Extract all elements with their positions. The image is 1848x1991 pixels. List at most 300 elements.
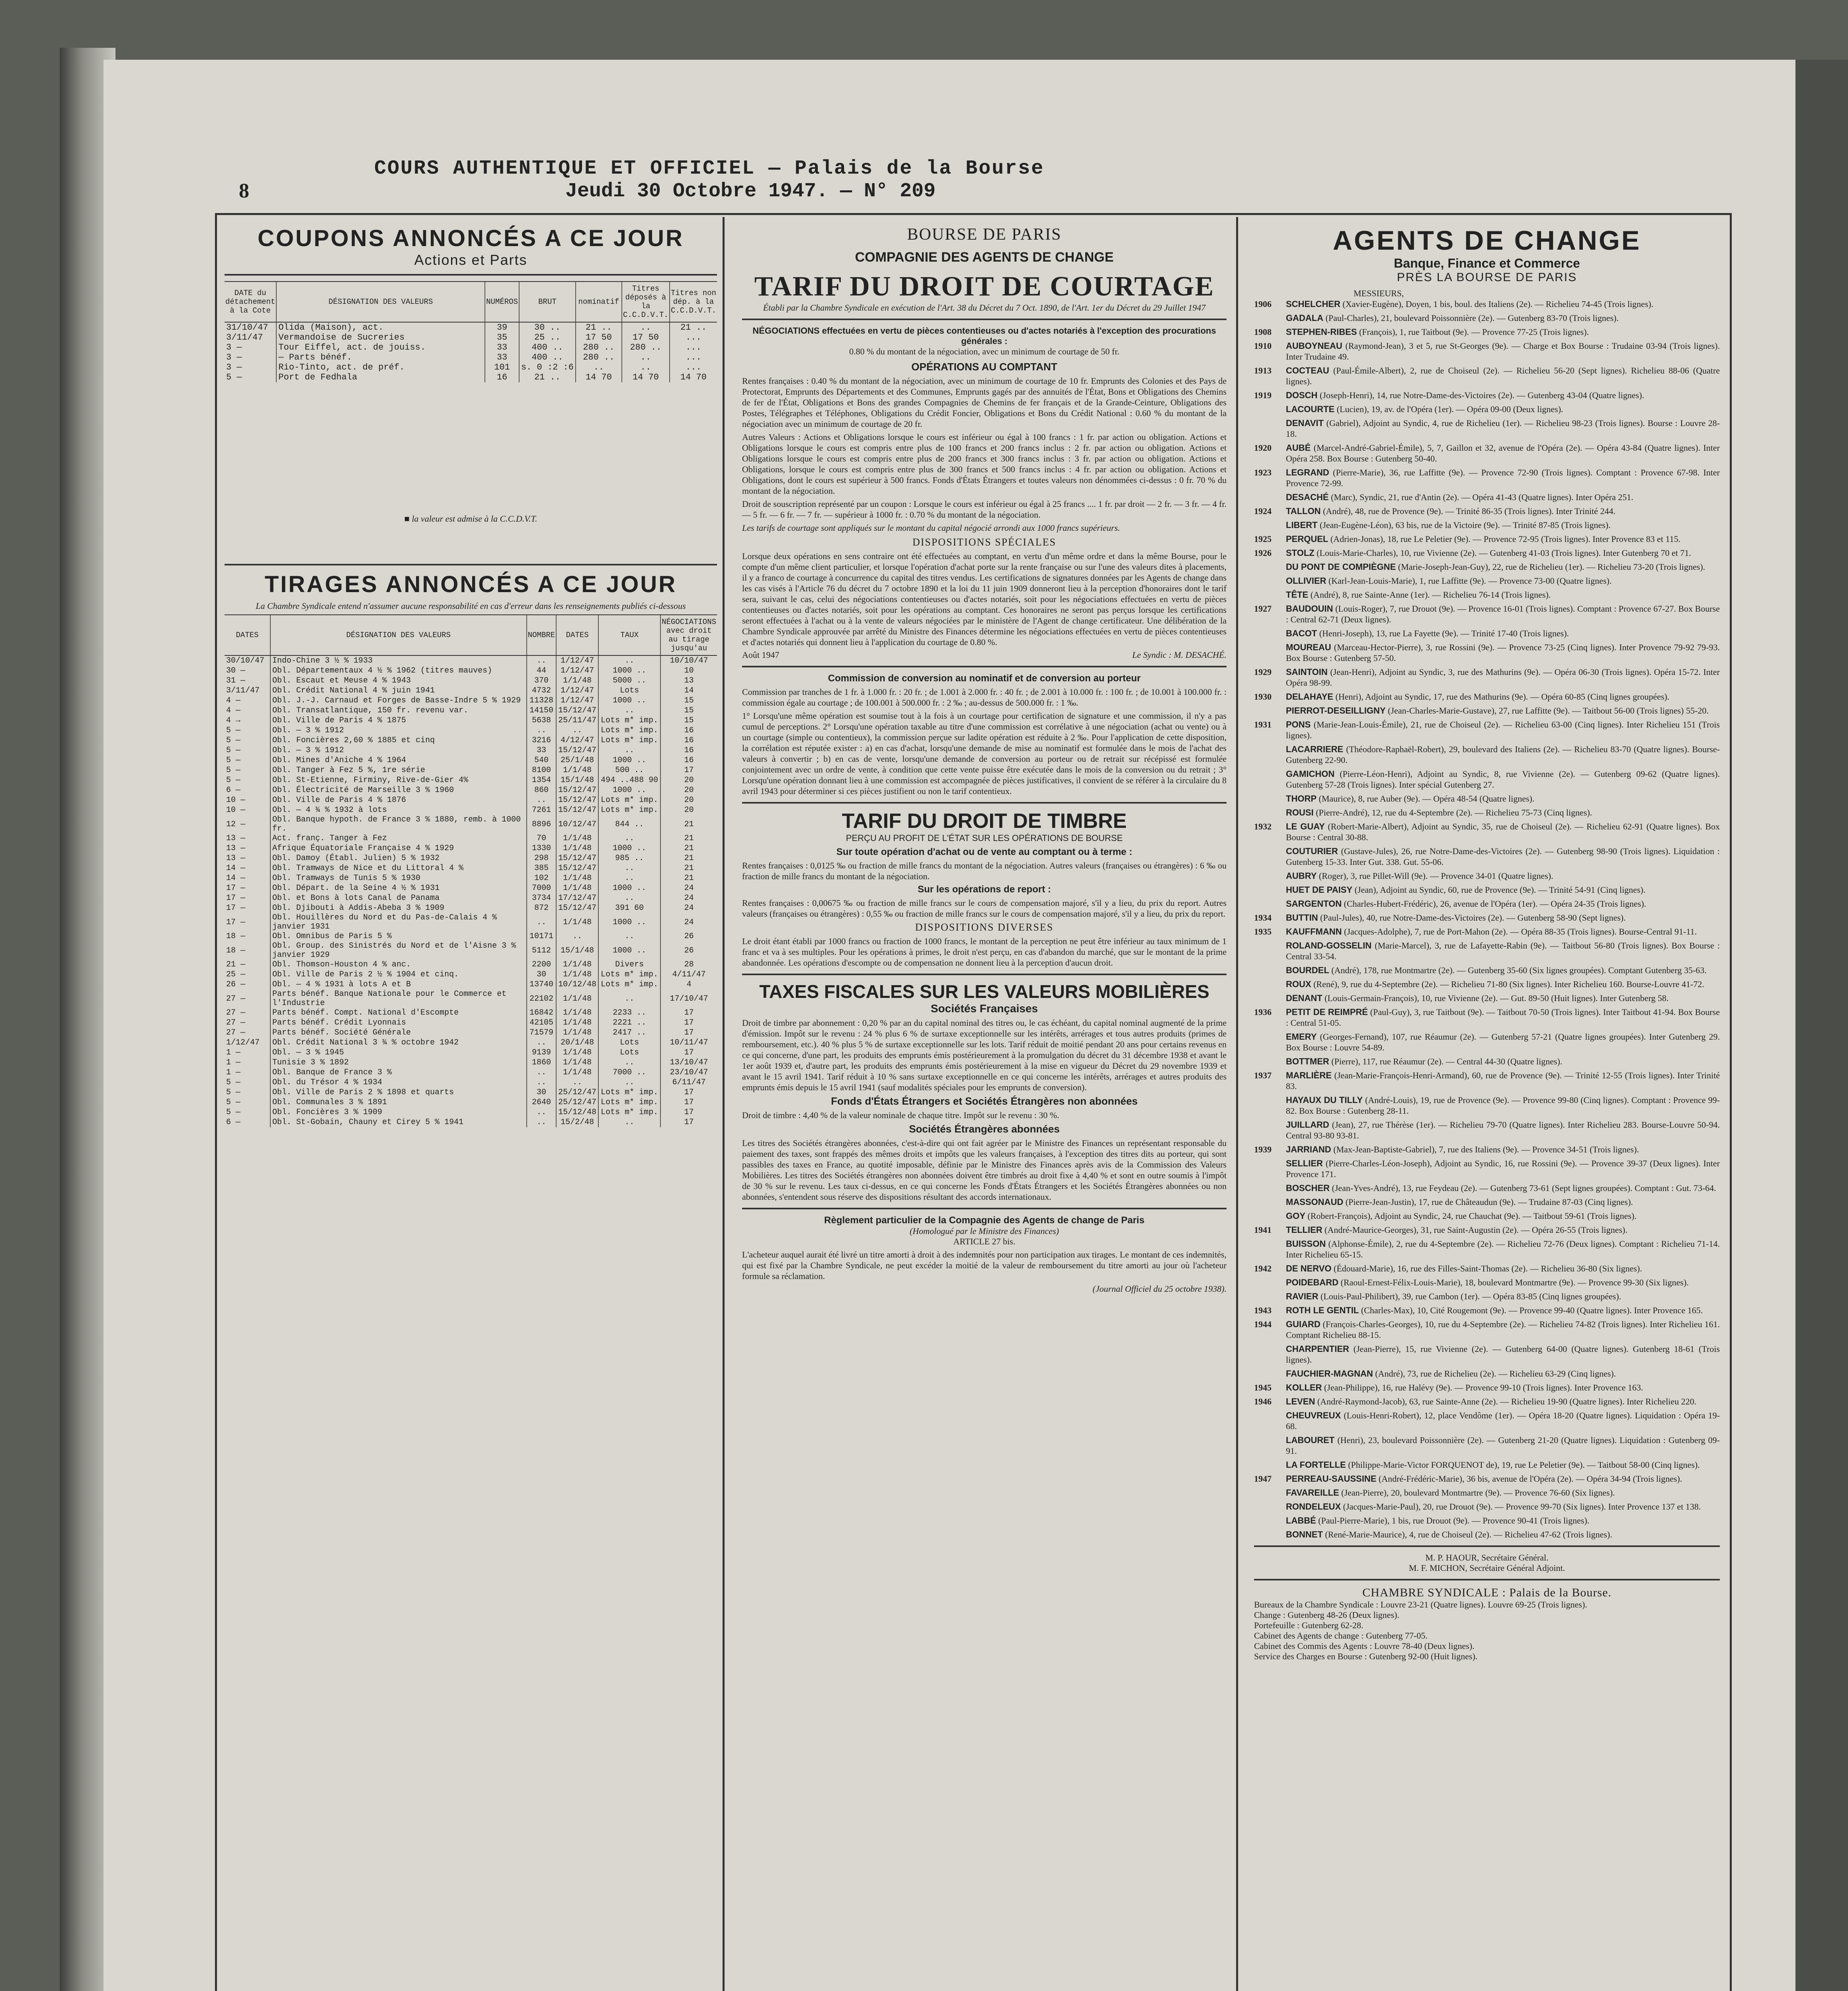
table-row: [225, 843, 717, 853]
table-cell: 17: [660, 1028, 717, 1038]
agent-name: RONDELEUX: [1286, 1502, 1341, 1512]
ops-title: OPÉRATIONS AU COMPTANT: [911, 361, 1057, 373]
agent-name: CHARPENTIER: [1286, 1344, 1349, 1354]
agent-year: 1944: [1254, 1319, 1272, 1329]
table-cell: ..: [527, 795, 556, 805]
agent-year: [1254, 1183, 1286, 1193]
list-item: [1254, 912, 1720, 923]
table-cell: Parts bénéf. Crédit Lyonnais: [270, 1018, 527, 1028]
agent-details: (Philippe-Marie-Victor FORQUENOT de), 19, rue Le Peletier (9e). — Taitbout 58-00 (Cinq lignes).: [1348, 1460, 1700, 1470]
table-cell: ..: [527, 1117, 556, 1127]
agent-name: SARGENTON: [1286, 899, 1342, 909]
table-cell: 27 —: [226, 994, 246, 1003]
coupons-table: [225, 281, 717, 382]
agents-title: AGENTS DE CHANGE: [1332, 225, 1641, 256]
table-cell: Obl. Tramways de Nice et du Littoral 4 %: [270, 863, 527, 873]
table-cell: Obl. Omnibus de Paris 5 %: [270, 931, 527, 941]
table-cell: 16: [660, 735, 717, 745]
table-cell: 102: [527, 873, 556, 883]
table-cell: Obl. Départementaux 4 ½ % 1962 (titres mauves): [270, 666, 527, 676]
table-row: [225, 1038, 717, 1048]
agent-year: 1929: [1254, 667, 1272, 677]
chambre-line: Cabinet des Agents de change : Gutenberg 77-05.: [1254, 1631, 1428, 1641]
agent-year: 1943: [1254, 1305, 1272, 1315]
list-item: [1254, 1529, 1720, 1540]
agent-name: TÊTE: [1286, 590, 1309, 600]
table-row: [225, 745, 717, 755]
agent-year: [1254, 642, 1286, 663]
agent-details: (Max-Jean-Baptiste-Gabriel), 7, rue des Italiens (9e). — Provence 34-51 (Trois lignes).: [1333, 1144, 1639, 1154]
list-item: [1254, 965, 1720, 976]
table-cell: 1000 ..: [598, 666, 660, 676]
agent-details: (Raymond-Jean), 3 et 5, rue St-Georges (9e). — Charge et Box Bourse : Trudaine 03-94 (Trois lignes). Inter Trudaine 49.: [1286, 341, 1720, 362]
agent-year: [1254, 1501, 1286, 1512]
table-cell: 14 70: [576, 372, 622, 382]
table-cell: 400 ..: [519, 352, 576, 362]
secretaire-adjoint: M. F. MICHON, Secrétaire Général Adjoint.: [1408, 1563, 1565, 1573]
table-cell: 1330: [527, 843, 556, 853]
col-non-deposes: Titres non dép. à la C.C.D.V.T.: [670, 282, 717, 322]
table-cell: Obl. Foncières 3 % 1909: [270, 1107, 527, 1117]
agent-year: 1936: [1254, 1007, 1272, 1017]
agent-name: BOSCHER: [1286, 1183, 1330, 1193]
table-cell: 25/12/47: [556, 1087, 598, 1097]
agent-name: BONNET: [1286, 1529, 1323, 1539]
timbre-text2: Rentes françaises : 0,00675 ‰ ou fraction de mille francs sur le cours de compensation majoré, s'il y a lieu, du prix du report. Autres valeurs (françaises ou étrangères) : 0,55 ‰ ou fraction de mille francs sur le cours de compensation majoré, s'il y a lieu, du prix du report.: [742, 898, 1227, 919]
abonnees-title: Sociétés Étrangères abonnées: [909, 1123, 1060, 1135]
agent-name: TELLIER: [1286, 1225, 1323, 1235]
table-cell: 17 50: [576, 332, 622, 342]
table-cell: 26: [660, 931, 717, 941]
list-item: [1254, 884, 1720, 895]
agent-name: ROUX: [1286, 979, 1311, 989]
table-cell: Obl. Tramways de Tunis 5 % 1930: [270, 873, 527, 883]
col-designation: DÉSIGNATION DES VALEURS: [270, 615, 527, 655]
table-cell: 25 ..: [519, 332, 576, 342]
agent-name: OLLIVIER: [1286, 576, 1326, 586]
table-cell: 1/12/47: [556, 696, 598, 706]
table-cell: 3 —: [226, 342, 242, 352]
table-cell: 9139: [527, 1048, 556, 1058]
list-item: [1254, 705, 1720, 716]
table-cell: 1/1/48: [556, 1048, 598, 1058]
table-row: [225, 706, 717, 716]
table-cell: 1000 ..: [598, 883, 660, 893]
table-cell: ..: [527, 726, 556, 735]
agent-details: (Adrien-Jonas), 18, rue Le Peletier (9e). — Provence 72-95 (Trois lignes). Inter Provence 83 et 115.: [1330, 534, 1681, 544]
table-cell: 1/1/48: [556, 1058, 598, 1068]
list-item: [1254, 299, 1720, 309]
list-item: [1254, 667, 1720, 688]
table-cell: 42105: [527, 1018, 556, 1028]
table-cell: Obl. Tanger à Fez 5 %, 1re série: [270, 765, 527, 775]
table-row: [225, 322, 717, 332]
table-cell: 1000 ..: [598, 843, 660, 853]
table-cell: ..: [527, 1107, 556, 1117]
table-cell: ...: [670, 332, 717, 342]
table-row: [225, 332, 717, 342]
agent-details: (Jacques-Adolphe), 7, rue de Port-Mahon (2e). — Opéra 88-35 (Trois lignes). Bourse-Central 91-11.: [1344, 927, 1697, 937]
taxes-francaises: Sociétés Françaises: [930, 1002, 1038, 1015]
table-cell: Afrique Équatoriale Française 4 % 1929: [270, 843, 527, 853]
table-cell: ..: [556, 931, 598, 941]
table-cell: 1/1/48: [556, 1008, 598, 1018]
agent-year: [1254, 1368, 1286, 1379]
table-cell: Obl. Ville de Paris 2 % 1898 et quarts: [270, 1087, 527, 1097]
table-row: [225, 1018, 717, 1028]
table-cell: 7261: [527, 805, 556, 815]
list-item: [1254, 442, 1720, 464]
table-cell: 16: [660, 755, 717, 765]
abonnees-text: Les titres des Sociétés étrangères abonnées, c'est-à-dire qui ont fait agréer par le Ministre des Finances un représentant responsable du paiement des taxes, sont frappés des mêmes droits et impôts que les valeurs françaises, à l'exception des titres dits au porteur, qui sont passibles des taxes en France, au quotité imposable, définie par le Ministre des Finances après avis de la Commission des Valeurs Mobilières. Les titres des Sociétés étrangères non abonnées doivent être timbrés au droit fixe à 4,40 % et sont en outre soumis à l'impôt de 30 % sur le revenu. Les taux ci-dessus, en ce qui concerne les Fonds d'États Étrangers et les Sociétés Étrangères abonnées ou non abonnées, s'entendent sous réserve des dispositions résultant des accords internationaux.: [742, 1138, 1227, 1202]
agent-year: [1254, 1487, 1286, 1498]
agent-details: (Marc), Syndic, 21, rue d'Antin (2e). — Opéra 41-43 (Quatre lignes). Inter Opéra 251.: [1331, 492, 1633, 502]
table-cell: ..: [598, 833, 660, 843]
list-item: [1254, 1224, 1720, 1235]
table-cell: Obl. — 4 % 1931 à lots A et B: [270, 980, 527, 990]
agent-name: DENAVIT: [1286, 418, 1324, 428]
courtage-establish: Établi par la Chambre Syndicale en exécution de l'Art. 38 du Décret du 7 Oct. 1890, de l'Art. 1er du Décret du 29 Juillet 1947: [763, 303, 1206, 313]
table-cell: ..: [622, 352, 670, 362]
etrangers-title: Fonds d'États Étrangers et Sociétés Étrangères non abonnées: [831, 1095, 1138, 1107]
table-cell: 30: [527, 1087, 556, 1097]
agent-details: (Lucien), 19, av. de l'Opéra (1er). — Opéra 09-00 (Deux lignes).: [1336, 404, 1563, 414]
table-cell: 3/11/47: [226, 332, 263, 342]
agent-year: 1908: [1254, 327, 1272, 337]
list-item: [1254, 404, 1720, 415]
table-cell: 14150: [527, 706, 556, 716]
table-cell: Parts bénéf. Compt. National d'Escompte: [270, 1008, 527, 1018]
agent-name: SELLIER: [1286, 1158, 1323, 1168]
table-row: [225, 342, 717, 352]
table-cell: 25 —: [226, 970, 246, 979]
agent-details: (Gabriel), Adjoint au Syndic, 4, rue de Richelieu (1er). — Richelieu 98-23 (Trois lignes). Bourse : Louvre 28-18.: [1286, 418, 1720, 439]
table-row: [225, 980, 717, 990]
agent-year: [1254, 1031, 1286, 1053]
table-cell: Vermandoise de Sucreries: [276, 332, 485, 342]
table-row: [225, 931, 717, 941]
agent-details: (Jean-Philippe), 16, rue Halévy (9e). — Provence 99-10 (Trois lignes). Inter Provence 163.: [1324, 1383, 1643, 1393]
agents-subtitle2: PRÈS LA BOURSE DE PARIS: [1397, 271, 1577, 284]
agent-year: [1254, 807, 1286, 818]
agent-details: (René), 9, rue du 4-Septembre (2e). — Richelieu 71-80 (Six lignes). Inter Richelieu 160. Bourse-Louvre 41-72.: [1313, 979, 1704, 989]
table-cell: Indo-Chine 3 ½ % 1933: [270, 655, 527, 666]
table-cell: — Parts bénéf.: [276, 352, 485, 362]
table-cell: 5 —: [226, 726, 241, 735]
agent-year: [1254, 1344, 1286, 1365]
table-row: [225, 352, 717, 362]
agent-year: 1946: [1254, 1396, 1272, 1406]
table-row: [225, 696, 717, 706]
table-cell: Lots m* imp.: [598, 795, 660, 805]
table-cell: 17: [660, 1097, 717, 1107]
agent-details: (Roger), 3, rue Pillet-Will (9e). — Provence 34-01 (Quatre lignes).: [1319, 871, 1553, 881]
table-cell: 1 —: [226, 1058, 241, 1067]
table-cell: 10/12/47: [556, 815, 598, 833]
table-cell: 4 —: [226, 706, 241, 715]
list-item: [1254, 979, 1720, 990]
table-cell: ..: [598, 863, 660, 873]
list-item: [1254, 1396, 1720, 1407]
chambre-title: CHAMBRE SYNDICALE : Palais de la Bourse.: [1362, 1586, 1612, 1599]
table-row: [225, 1117, 717, 1127]
table-cell: 1/1/48: [556, 873, 598, 883]
list-item: [1254, 1319, 1720, 1340]
list-item: [1254, 1473, 1720, 1484]
agent-name: ROUSI: [1286, 808, 1314, 818]
table-cell: Obl. — 3 % 1912: [270, 726, 527, 735]
table-cell: Port de Fedhala: [276, 372, 485, 382]
table-cell: 1/12/47: [226, 1038, 260, 1047]
agent-name: LACARRIERE: [1286, 744, 1344, 754]
table-cell: 494 ..488 90: [598, 775, 660, 785]
table-cell: Lots m* imp.: [598, 716, 660, 726]
reglement-article: ARTICLE 27 bis.: [953, 1236, 1016, 1246]
agent-details: (Pierre), 117, rue Réaumur (2e). — Central 44-30 (Quatre lignes).: [1331, 1056, 1563, 1066]
tarif-date: Août 1947: [742, 650, 779, 660]
table-cell: 17: [660, 765, 717, 775]
agent-details: (Henri), Adjoint au Syndic, 17, rue des Mathurins (9e). — Opéra 60-85 (Cinq lignes groupées).: [1335, 692, 1670, 702]
list-item: [1254, 534, 1720, 544]
agent-details: (Pierre-Jean-Justin), 17, rue de Châteaudun (9e). — Trudaine 87-03 (Cinq lignes).: [1345, 1197, 1633, 1207]
table-cell: 27 —: [226, 1028, 246, 1037]
table-cell: 1/1/48: [556, 913, 598, 931]
agent-details: (François-Charles-Georges), 10, rue du 4-Septembre (2e). — Richelieu 74-82 (Trois lignes). Inter Richelieu 161. Comptant Richelieu 88-15.: [1286, 1319, 1720, 1340]
table-cell: 15/2/48: [556, 1117, 598, 1127]
agent-details: (Pierre-André), 12, rue du 4-Septembre (2e). — Richelieu 75-73 (Cinq lignes).: [1316, 808, 1592, 818]
table-cell: 17: [660, 1107, 717, 1117]
table-cell: Olida (Maison), act.: [276, 322, 485, 332]
chambre-line: Change : Gutenberg 48-26 (Deux lignes).: [1254, 1610, 1399, 1620]
table-cell: 1/1/48: [556, 990, 598, 1008]
table-cell: 30: [527, 970, 556, 980]
table-row: [225, 676, 717, 686]
table-cell: 14 —: [226, 874, 246, 883]
table-cell: 4 →: [226, 716, 241, 725]
list-item: [1254, 846, 1720, 867]
agent-name: BOTTMER: [1286, 1056, 1329, 1066]
coupons-note: ■ la valeur est admise à la C.C.D.V.T.: [404, 514, 537, 524]
agent-name: MOUREAU: [1286, 642, 1331, 652]
table-cell: 1/1/48: [556, 883, 598, 893]
chambre-line: Bureaux de la Chambre Syndicale : Louvre 23-21 (Quatre lignes). Louvre 69-25 (Trois lignes).: [1254, 1600, 1587, 1610]
agent-details: (Théodore-Raphaël-Robert), 29, boulevard des Italiens (2e). — Richelieu 83-70 (Quatre lignes). Bourse-Gutenberg 22-90.: [1286, 744, 1720, 765]
agent-name: PIERROT-DESEILLIGNY: [1286, 706, 1386, 716]
list-item: [1254, 492, 1720, 503]
table-cell: 1/1/48: [556, 676, 598, 686]
agent-year: [1254, 793, 1286, 804]
table-cell: Act. franç. Tanger à Fez: [270, 833, 527, 843]
table-cell: 1/1/48: [556, 1018, 598, 1028]
bourse-title: BOURSE DE PARIS: [907, 225, 1062, 244]
table-cell: ..: [598, 706, 660, 716]
table-cell: Obl. Ville de Paris 2 ½ % 1904 et cinq.: [270, 970, 527, 980]
timbre-line1: Sur toute opération d'achat ou de vente au comptant ou à terme :: [836, 847, 1133, 857]
table-cell: 5 —: [226, 736, 241, 745]
table-cell: 27 —: [226, 1008, 246, 1017]
list-item: [1254, 807, 1720, 818]
table-cell: ..: [527, 1078, 556, 1087]
tirages-table: [225, 614, 717, 1127]
table-cell: Tunisie 3 % 1892: [270, 1058, 527, 1068]
agent-name: BUTTIN: [1286, 913, 1318, 923]
agent-name: LABBÉ: [1286, 1516, 1316, 1526]
taxes-title: TAXES FISCALES SUR LES VALEURS MOBILIÈRES: [759, 981, 1209, 1002]
table-row: [225, 1028, 717, 1038]
agent-details: (Pierre-Marie), 36, rue Laffitte (9e). — Provence 72-90 (Trois lignes). Comptant : Provence 67-98. Inter Provence 72-99.: [1286, 467, 1720, 488]
table-cell: 385: [527, 863, 556, 873]
table-cell: 24: [660, 903, 717, 913]
list-item: [1254, 390, 1720, 401]
agent-details: (André), 178, rue Montmartre (2e). — Gutenberg 35-60 (Six lignes groupées). Comptant Gutenberg 35-63.: [1331, 965, 1707, 975]
table-cell: Obl. St-Etienne, Firminy, Rive-de-Gier 4%: [270, 775, 527, 785]
table-cell: 20: [660, 795, 717, 805]
table-cell: 17: [660, 1008, 717, 1018]
list-item: [1254, 821, 1720, 843]
table-cell: 14 70: [622, 372, 670, 382]
table-cell: 1/1/48: [556, 1028, 598, 1038]
agent-name: DOSCH: [1286, 390, 1318, 400]
agent-details: (René-Marie-Maurice), 4, rue de Choiseul (2e). — Richelieu 47-62 (Trois lignes).: [1325, 1529, 1612, 1539]
agent-details: (Robert-François), Adjoint au Syndic, 24, rue Chauchat (9e). — Taitbout 59-61 (Trois lignes).: [1307, 1211, 1637, 1221]
agent-year: 1926: [1254, 548, 1272, 558]
chambre-line: Portefeuille : Gutenberg 62-28.: [1254, 1620, 1364, 1630]
list-item: [1254, 575, 1720, 586]
table-cell: ..: [598, 655, 660, 666]
table-cell: 13740: [527, 980, 556, 990]
table-row: [225, 990, 717, 1008]
table-cell: 7000 ..: [598, 1068, 660, 1078]
table-cell: 10: [660, 666, 717, 676]
table-cell: Obl. Transatlantique, 150 fr. revenu var.: [270, 706, 527, 716]
table-cell: Lots m* imp.: [598, 980, 660, 990]
table-cell: 1/12/47: [556, 686, 598, 696]
table-cell: Divers: [598, 960, 660, 970]
timbre-subtitle: PERÇU AU PROFIT DE L'ÉTAT SUR LES OPÉRATIONS DE BOURSE: [846, 833, 1123, 843]
table-cell: 1000 ..: [598, 696, 660, 706]
tirages-subtitle: La Chambre Syndicale entend n'assumer aucune responsabilité en cas d'erreur dans les renseignements publiés ci-dessous: [256, 601, 686, 611]
table-cell: ..: [576, 362, 622, 372]
table-cell: 5 —: [226, 1098, 241, 1107]
table-row: [225, 686, 717, 696]
table-cell: ..: [527, 1038, 556, 1048]
list-item: [1254, 1183, 1720, 1193]
table-cell: 21 ..: [519, 372, 576, 382]
commission-text2: 1° Lorsqu'une même opération est soumise tout à la fois à un courtage pour certification de signature et une commission, il n'y a pas cumul de perceptions. 2° Lorsqu'une opération taxable au titre d'une commission est corrélative à une négociation (achat ou vente) ou à un courtage (simple ou contentieux), la commission perçue sur ladite opération est réduite à 2 ‰. Pour l'application de cette disposition, la corrélation est réputée exister : a) en cas d'achat, lorsqu'une demande de mise au nominatif est formulée dans le mois de l'achat des valeurs à convertir ; b) en cas de vente, lorsqu'une demande de conversion au porteur ou de retrait sur récépissé est formulée conjointement avec un ordre de vente, à condition que cette vente puisse être exécutée dans le mois de la conversion ou du retrait ; 3° Lorsqu'une opération donnant lieu à une commission est accompagnée de pièces justificatives, il convient de se référer à la circulaire du 8 avril 1943 pour déterminer si ces pièces justifient ou non le tarif contentieux.: [742, 711, 1227, 796]
col-brut: BRUT: [519, 282, 576, 322]
table-cell: 8896: [527, 815, 556, 833]
table-cell: 280 ..: [576, 352, 622, 362]
list-item: [1254, 418, 1720, 439]
agent-year: [1254, 940, 1286, 962]
table-cell: 1000 ..: [598, 755, 660, 765]
agent-year: [1254, 965, 1286, 976]
table-cell: 1000 ..: [598, 941, 660, 960]
agent-year: 1934: [1254, 913, 1272, 923]
agent-year: 1942: [1254, 1263, 1272, 1273]
col-taux: TAUX: [598, 615, 660, 655]
table-cell: Obl. du Trésor 4 % 1934: [270, 1078, 527, 1087]
table-cell: Lots m* imp.: [598, 1097, 660, 1107]
agent-year: [1254, 846, 1286, 867]
agent-name: JARRIAND: [1286, 1144, 1331, 1154]
agent-year: [1254, 979, 1286, 990]
table-cell: 10/10/47: [660, 655, 717, 666]
table-row: [225, 873, 717, 883]
table-cell: 2233 ..: [598, 1008, 660, 1018]
column-coupons-tirages: [219, 217, 725, 1991]
agent-year: [1254, 418, 1286, 439]
table-cell: 5 —: [226, 756, 241, 765]
table-cell: 5000 ..: [598, 676, 660, 686]
table-cell: 1/1/48: [556, 1068, 598, 1078]
agent-details: (Jean-Charles-Marie-Gustave), 27, rue Laffitte (9e). — Taitbout 56-00 (Trois lignes) 55-20.: [1388, 706, 1709, 716]
table-cell: 8100: [527, 765, 556, 775]
secretaire-general: M. P. HAOUR, Secrétaire Général.: [1425, 1553, 1549, 1563]
table-cell: 5 —: [226, 372, 242, 382]
agent-details: (Jean-Pierre), 15, rue Vivienne (2e). — Gutenberg 64-00 (Quatre lignes). Gutenberg 18-61 (Trois lignes).: [1286, 1344, 1720, 1365]
table-cell: 15: [660, 706, 717, 716]
agents-messieurs: MESSIEURS,: [1354, 288, 1404, 298]
table-cell: ...: [670, 362, 717, 372]
agent-details: (Raoul-Ernest-Félix-Louis-Marie), 18, boulevard Montmartre (9e). — Provence 99-30 (Six lignes).: [1340, 1277, 1689, 1287]
table-cell: 33: [527, 745, 556, 755]
agent-name: KOLLER: [1286, 1383, 1322, 1393]
list-item: [1254, 520, 1720, 530]
agent-name: GUIARD: [1286, 1319, 1321, 1329]
table-cell: 5 —: [226, 1088, 241, 1097]
table-cell: 17 —: [226, 894, 246, 903]
agent-year: [1254, 404, 1286, 415]
agent-details: (Édouard-Marie), 16, rue des Filles-Saint-Thomas (2e). — Richelieu 36-80 (Six lignes).: [1334, 1263, 1642, 1273]
list-item: [1254, 1410, 1720, 1432]
list-item: [1254, 1158, 1720, 1179]
agent-name: JUILLARD: [1286, 1120, 1329, 1130]
table-cell: 5 —: [226, 766, 241, 775]
agent-details: (Louis-Roger), 7, rue Drouot (9e). — Provence 16-01 (Trois lignes). Comptant : Provence 67-27. Box Bourse : Central 62-71 (Deux lignes).: [1286, 604, 1720, 624]
table-cell: 10 —: [226, 806, 246, 815]
header-date: Jeudi 30 Octobre 1947. — N° 209: [565, 180, 936, 203]
agent-details: (Robert-Marie-Albert), Adjoint au Syndic, 35, rue de Choiseul (2e). — Richelieu 62-91 (Quatre lignes). Box Bourse : Central 30-88.: [1286, 821, 1720, 842]
table-cell: 22102: [527, 990, 556, 1008]
list-item: [1254, 327, 1720, 337]
agent-details: (François), 1, rue Taitbout (9e). — Provence 77-25 (Trois lignes).: [1359, 327, 1589, 337]
table-cell: Obl. Escaut et Meuse 4 % 1943: [270, 676, 527, 686]
table-cell: ..: [598, 893, 660, 903]
list-item: [1254, 1031, 1720, 1053]
table-row: [225, 362, 717, 372]
table-cell: 3 —: [226, 352, 242, 362]
table-cell: 3 —: [226, 362, 242, 372]
souscription-text: Droit de souscription représenté par un coupon : Lorsque le cours est inférieur ou égal à 25 francs .... 1 fr. par droit — 2 fr. — 3 fr. — 4 fr. — 5 fr. — 6 fr. — 7 fr. — supérieur à 1000 fr. : 0.70 % du montant de la négociation.: [742, 499, 1227, 520]
agent-details: (André), 73, rue de Richelieu (2e). — Richelieu 63-29 (Cinq lignes).: [1375, 1369, 1616, 1379]
table-cell: Obl. Ville de Paris 4 % 1875: [270, 716, 527, 726]
table-cell: 1354: [527, 775, 556, 785]
table-row: [225, 1097, 717, 1107]
table-cell: 280 ..: [576, 342, 622, 352]
list-item: [1254, 340, 1720, 362]
agent-year: [1254, 884, 1286, 895]
agent-details: (Paul-Jules), 40, rue Notre-Dame-des-Victoires (2e). — Gutenberg 58-90 (Sept lignes).: [1320, 913, 1626, 923]
table-cell: 3216: [527, 735, 556, 745]
list-item: [1254, 870, 1720, 881]
agent-year: 1919: [1254, 390, 1272, 400]
agent-name: DENANT: [1286, 993, 1323, 1003]
table-row: [225, 1107, 717, 1117]
agent-details: (André-Louis), 19, rue de Provence (9e). — Provence 99-80 (Cinq lignes). Comptant : Provence 99-82. Box Bourse : Gutenberg 28-11.: [1286, 1095, 1720, 1116]
col-nominatif: nominatif: [576, 282, 622, 322]
agent-year: [1254, 898, 1286, 909]
